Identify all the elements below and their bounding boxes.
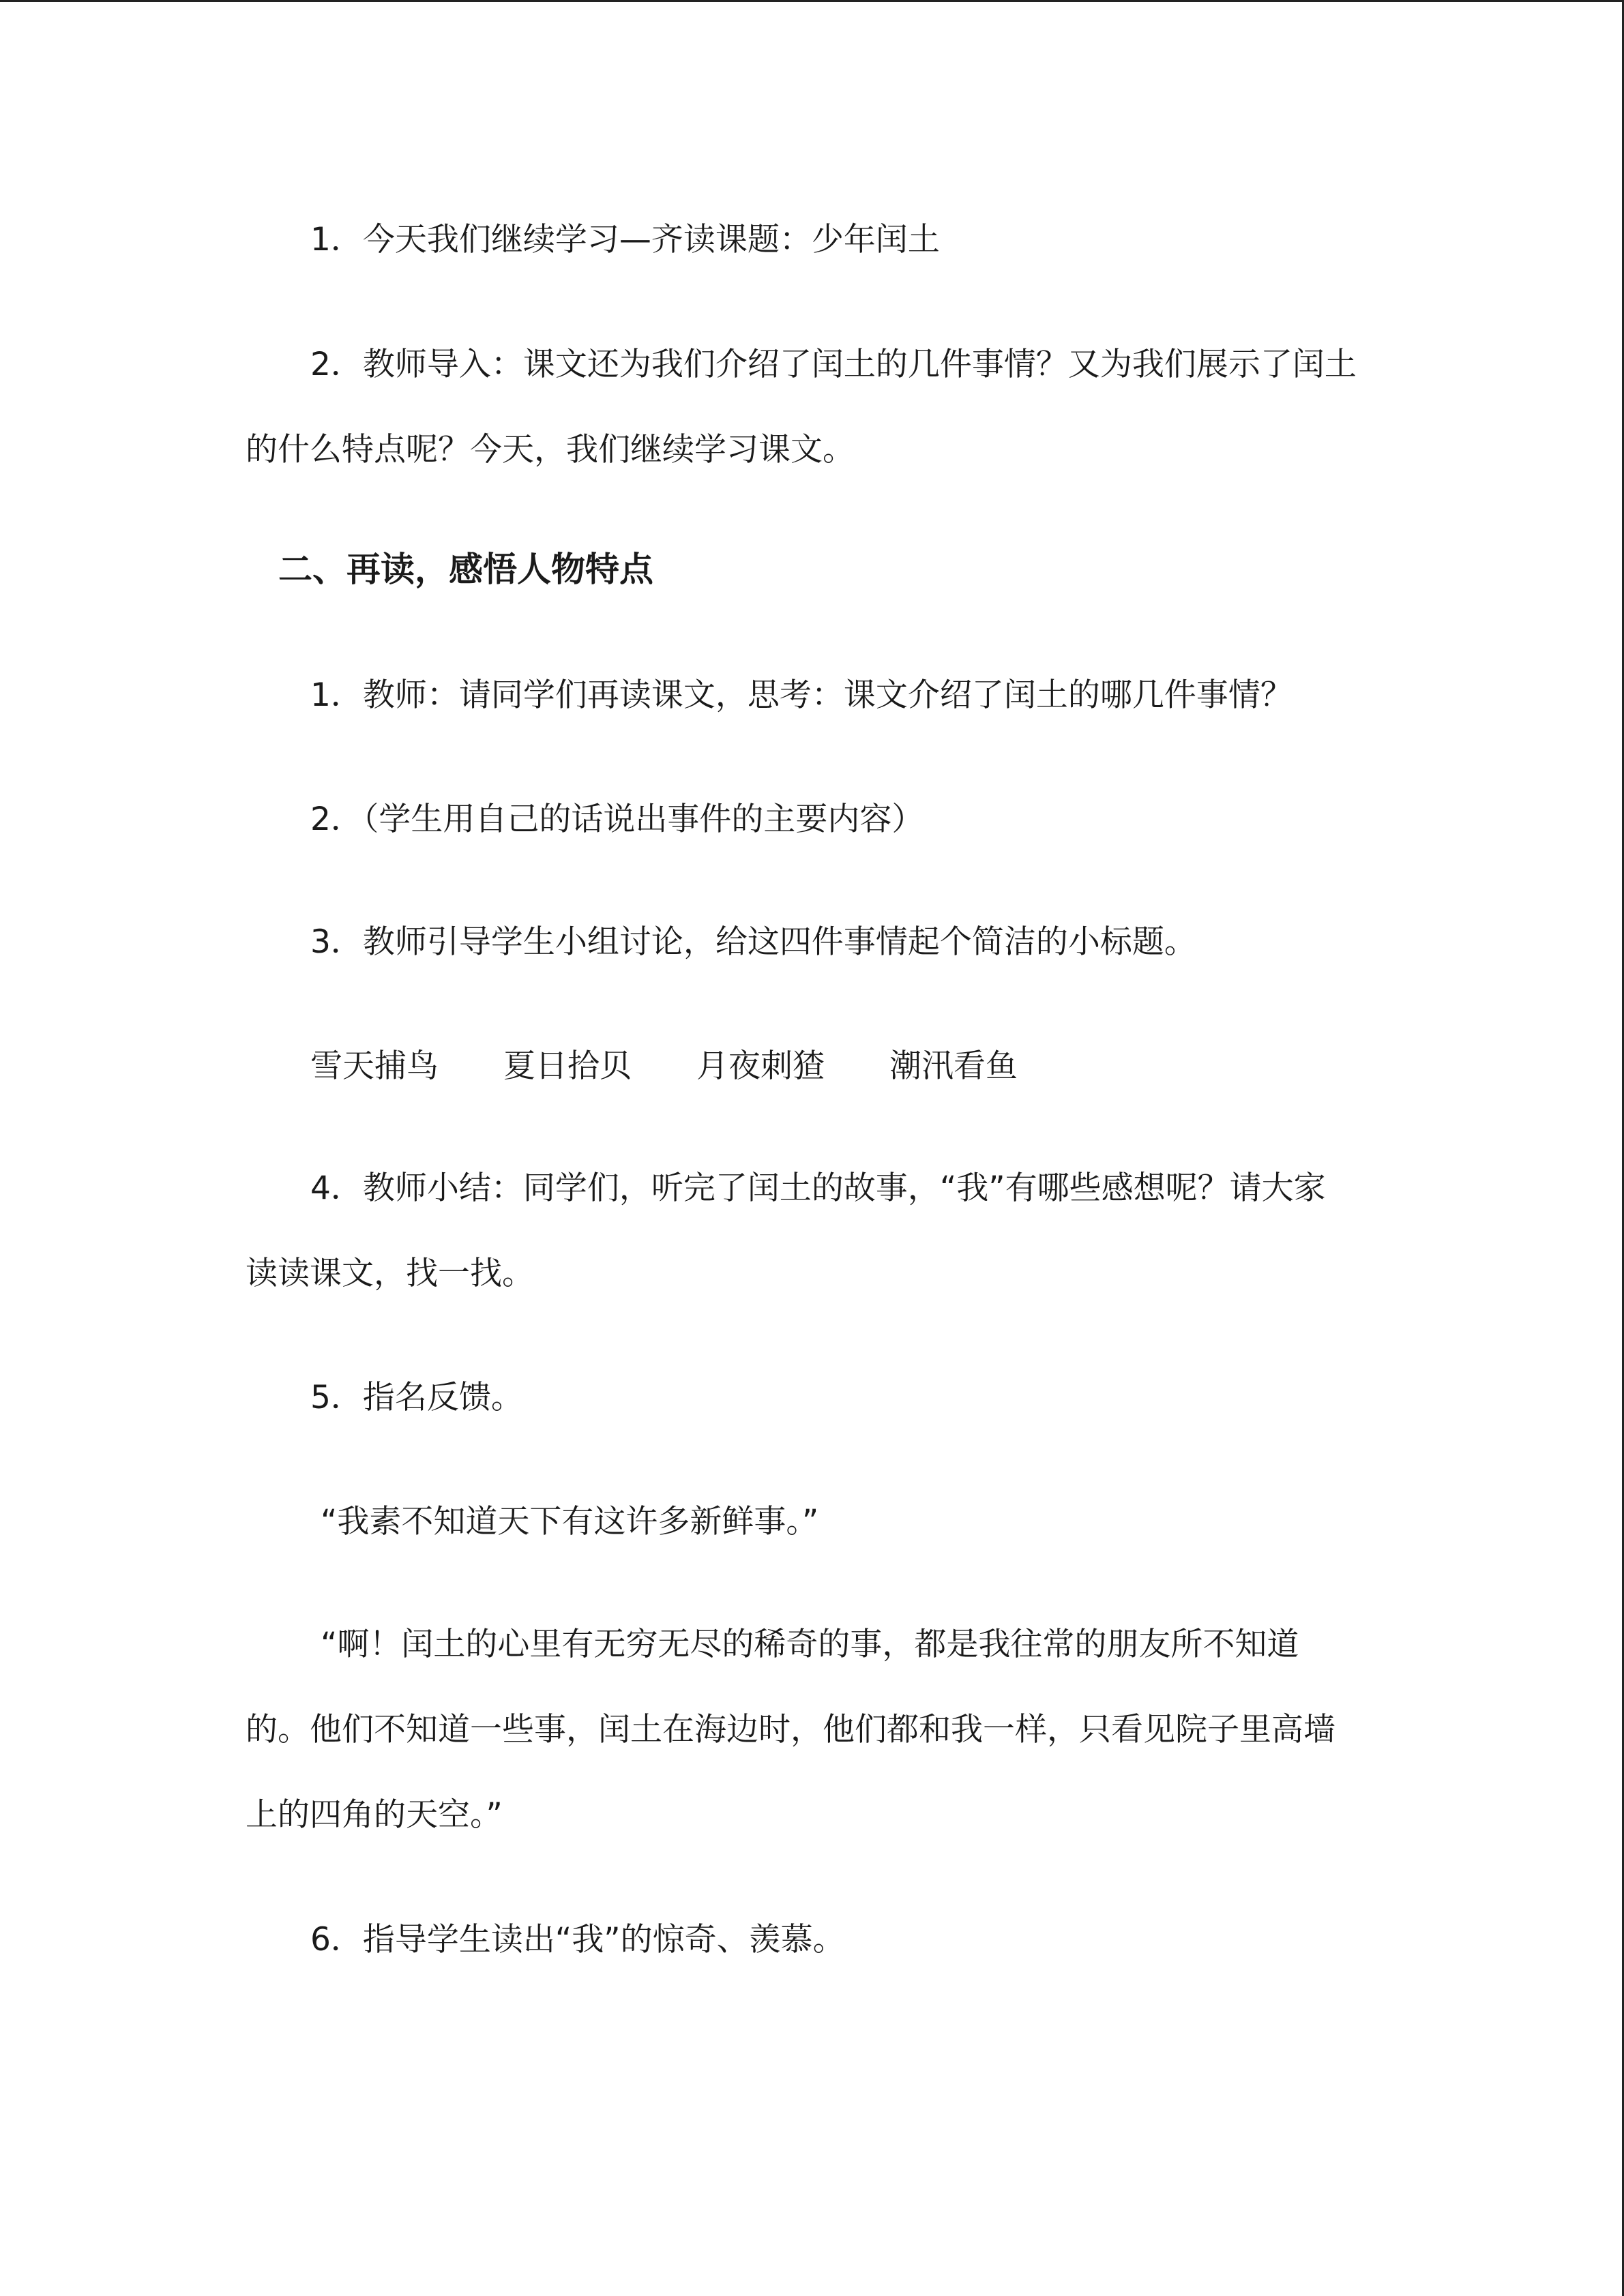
quote-1: “我素不知道天下有这许多新鲜事。” — [321, 1503, 819, 1540]
step-1: 1．教师：请同学们再读课文，思考：课文介绍了闰土的哪几件事情？ — [310, 676, 1293, 714]
intro-line-2-cont: 的什么特点呢？今天，我们继续学习课文。 — [246, 431, 855, 468]
intro-line-2: 2．教师导入：课文还为我们介绍了闰土的几件事情？又为我们展示了闰土 — [310, 346, 1357, 383]
step-3: 3．教师引导学生小组讨论，给这四件事情起个简洁的小标题。 — [310, 923, 1196, 961]
quote-2-line-1: “啊！闰土的心里有无穷无尽的稀奇的事，都是我往常的朋友所不知道 — [321, 1626, 1299, 1663]
step-2: 2．（学生用自己的话说出事件的主要内容） — [310, 801, 924, 838]
intro-line-1: 1．今天我们继续学习—齐读课题：少年闰土 — [310, 221, 940, 258]
step-4-cont: 读读课文，找一找。 — [246, 1255, 534, 1292]
topic-item: 月夜刺猹 — [696, 1047, 825, 1085]
topic-item: 潮汛看鱼 — [889, 1047, 1018, 1085]
topic-item: 雪天捕鸟 — [310, 1047, 439, 1085]
step-4: 4．教师小结：同学们，听完了闰土的故事，“我”有哪些感想呢？请大家 — [310, 1169, 1326, 1207]
step-6: 6．指导学生读出“我”的惊奇、羡慕。 — [310, 1921, 845, 1958]
section-heading: 二、再读，感悟人物特点 — [278, 550, 653, 589]
topic-item: 夏日拾贝 — [503, 1047, 632, 1085]
topic-list — [310, 1046, 1082, 1087]
step-5: 5．指名反馈。 — [310, 1379, 523, 1416]
quote-2-line-2: 的。他们不知道一些事，闰土在海边时，他们都和我一样，只看见院子里高墙 — [246, 1711, 1335, 1748]
quote-2-line-3: 上的四角的天空。” — [246, 1796, 503, 1834]
